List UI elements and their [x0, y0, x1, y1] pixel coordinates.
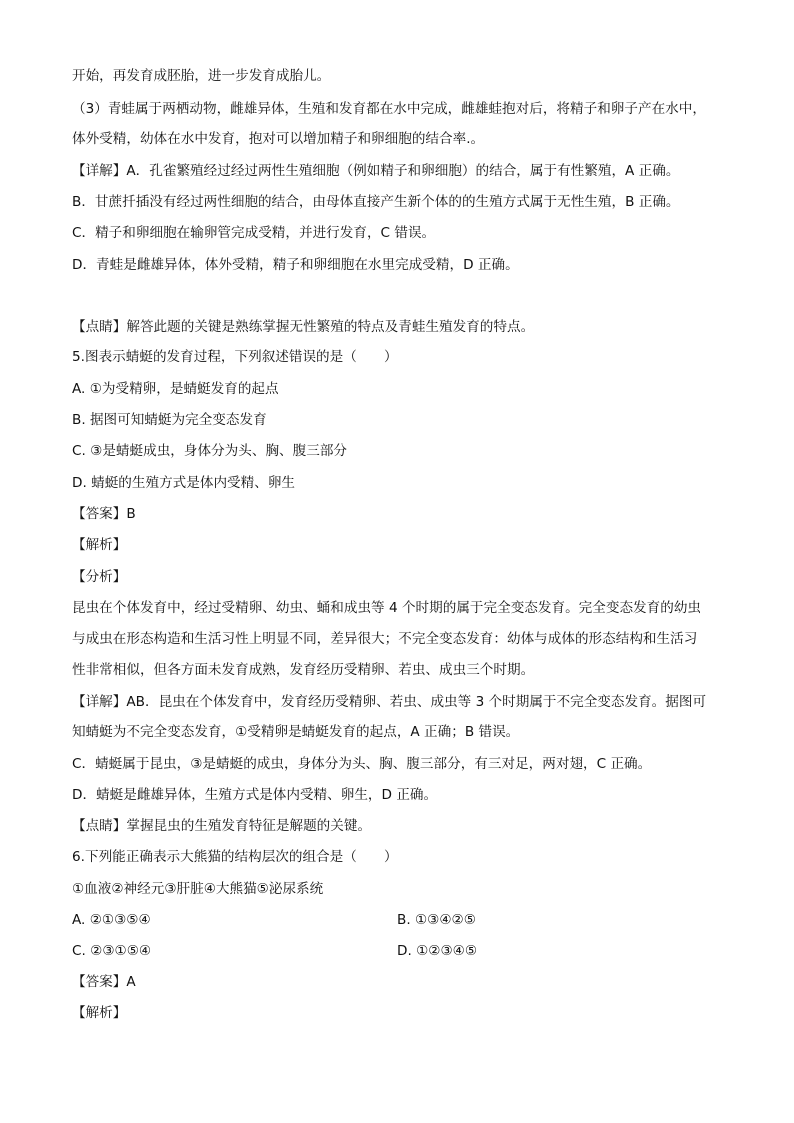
analysis-heading: 【分析】 [72, 569, 127, 585]
text-line: 昆虫在个体发育中，经过受精卵、幼虫、蛹和成虫等 4 个时期的属于完全变态发育。完全变态发育的幼虫 [72, 600, 702, 616]
question-5-stem: 5.图表示蜻蜓的发育过程，下列叙述错误的是（ ） [72, 349, 398, 365]
text-line: D．蜻蜓是雌雄异体，生殖方式是体内受精、卵生，D 正确。 [72, 787, 438, 803]
question-5-option-d: D. 蜻蜓的生殖方式是体内受精、卵生 [72, 475, 296, 491]
question-6-option-b: B. ①③④②⑤ [397, 912, 476, 928]
question-6-option-c: C. ②③①⑤④ [72, 943, 152, 959]
detail-line: 【详解】AB．昆虫在个体发育中，发育经历受精卵、若虫、成虫等 3 个时期属于不完全变态发育。据图可 [72, 694, 707, 710]
detail-line: 【详解】A．孔雀繁殖经过经过两性生殖细胞（例如精子和卵细胞）的结合，属于有性繁殖，A 正确。 [72, 163, 680, 179]
tip-line: 【点睛】掌握昆虫的生殖发育特征是解题的关键。 [72, 818, 372, 834]
answer-label: 【答案】B [72, 506, 136, 522]
question-6-items: ①血液②神经元③肝脏④大熊猫⑤泌尿系统 [72, 881, 324, 897]
text-line: 性非常相似，但各方面未发育成熟，发育经历受精卵、若虫、成虫三个时期。 [72, 662, 535, 678]
answer-label: 【答案】A [72, 974, 136, 990]
question-5-option-a: A. ①为受精卵，是蜻蜓发育的起点 [72, 381, 279, 397]
question-5-option-c: C. ③是蜻蜓成虫，身体分为头、胸、腹三部分 [72, 443, 348, 459]
text-line: C．蜻蜓属于昆虫，③是蜻蜓的成虫，身体分为头、胸、腹三部分，有三对足，两对翅，C 正确。 [72, 756, 652, 772]
question-6-stem: 6.下列能正确表示大熊猫的结构层次的组合是（ ） [72, 849, 398, 865]
text-line: B．甘蔗扦插没有经过两性细胞的结合，由母体直接产生新个体的的生殖方式属于无性生殖，B 正确。 [72, 194, 680, 210]
question-6-option-d: D. ①②③④⑤ [397, 943, 478, 959]
text-line: C．精子和卵细胞在输卵管完成受精，并进行发育，C 错误。 [72, 225, 436, 241]
text-line: 体外受精，幼体在水中发育，抱对可以增加精子和卵细胞的结合率.。 [72, 131, 485, 147]
analysis-label: 【解析】 [72, 1005, 127, 1021]
text-line: （3）青蛙属于两栖动物，雌雄异体，生殖和发育都在水中完成，雌雄蛙抱对后，将精子和卵子产在水中， [72, 101, 706, 117]
question-5-option-b: B. 据图可知蜻蜓为完全变态发育 [72, 412, 267, 428]
text-line: 知蜻蜓为不完全变态发育，①受精卵是蜻蜓发育的起点，A 正确；B 错误。 [72, 724, 520, 740]
tip-line: 【点睛】解答此题的关键是熟练掌握无性繁殖的特点及青蛙生殖发育的特点。 [72, 319, 535, 335]
text-line: 与成虫在形态构造和生活习性上明显不同，差异很大；不完全变态发育：幼体与成体的形态结构和生活习 [72, 631, 698, 647]
analysis-label: 【解析】 [72, 537, 127, 553]
text-line: D．青蛙是雌雄异体，体外受精，精子和卵细胞在水里完成受精，D 正确。 [72, 257, 519, 273]
text-line: 开始，再发育成胚胎，进一步发育成胎儿。 [72, 68, 331, 84]
question-6-option-a: A. ②①③⑤④ [72, 912, 151, 928]
